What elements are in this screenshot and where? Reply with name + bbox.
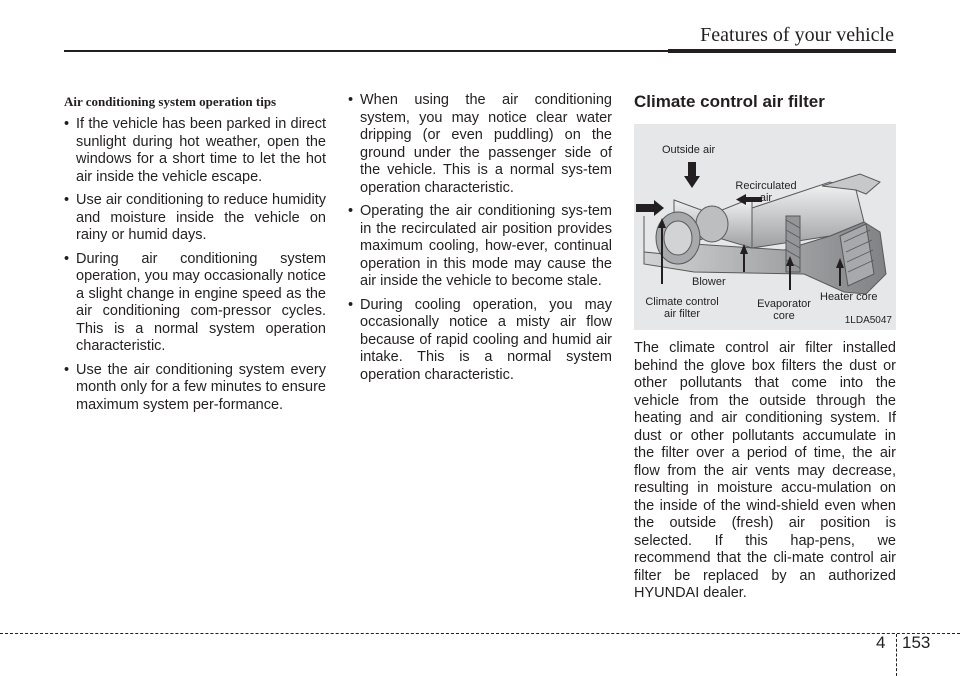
header-rule-accent [668,49,896,53]
heater-core-label: Heater core [820,291,878,303]
footer-rule [0,633,960,634]
list-item: • When using the air conditioning system, you may notice clear water dripping (or even puddling) on the ground under the passenger side of the vehicle. This is a normal sys-tem operation characteristic. [348,92,612,197]
tips-list [64,116,326,414]
outside-air-arrow-shaft [688,162,696,176]
air-filter-diagram [634,124,896,330]
column-right [634,92,896,603]
column-middle [348,92,612,390]
figure-code: 1LDA5047 [844,315,892,326]
list-item: • If the vehicle has been parked in direct sunlight during hot weather, open the windows for a short time to let the hot air inside the vehicle escape. [64,116,326,186]
page-number: 153 [902,633,931,652]
chapter-number: 4 [876,633,886,652]
tips-list-continued [348,92,612,384]
section-title: Climate control air filter [634,92,825,111]
column-left [64,92,326,420]
footer-divider [896,634,897,676]
list-item: • Use the air conditioning system every month only for a few minutes to ensure maximum system per-formance. [64,362,326,415]
list-item: • During air conditioning system operation, you may occasionally notice a slight change in engine speed as the air conditioning com-pressor cycles. This is a normal system operation characteristic. [64,251,326,356]
air-filter-label: Climate control air filter [645,296,719,320]
list-item: • During cooling operation, you may occasionally notice a misty air flow because of rapid cooling and humid air intake. This is a normal system operation characteristic. [348,297,612,385]
page-header-title: Features of your vehicle [700,24,894,46]
outside-air-arrow-head [684,176,700,188]
blower-label: Blower [692,276,726,288]
list-item: • Operating the air conditioning sys-tem in the recirculated air position provides maximum cooling, how-ever, continual operation in this mode may cause the air inside the vehicle to become stale. [348,203,612,291]
subsection-heading: Air conditioning system operation tips [64,94,277,109]
filter-description: The climate control air filter installed behind the glove box filters the dust or other pollutants that come into the vehicle from the outside through the heating and air conditioning system. If dust or other pollutants accumulate in the filter over a period of time, the air flow from the air vents may decrease, resulting in moisture accu-mulation on the inside of the wind-shield even when the outside (fresh) air position is selected. If this hap-pens, we recommend that the cli-mate control air filter be replaced by an authorized HYUNDAI dealer. [634,340,896,601]
outside-air-label: Outside air [662,144,716,156]
evaporator-core-label: Evaporator core [757,298,811,322]
list-item: • Use air conditioning to reduce humidity and moisture inside the vehicle on rainy or humid days. [64,192,326,245]
recirculated-air-label: Recirculated air [735,180,797,204]
